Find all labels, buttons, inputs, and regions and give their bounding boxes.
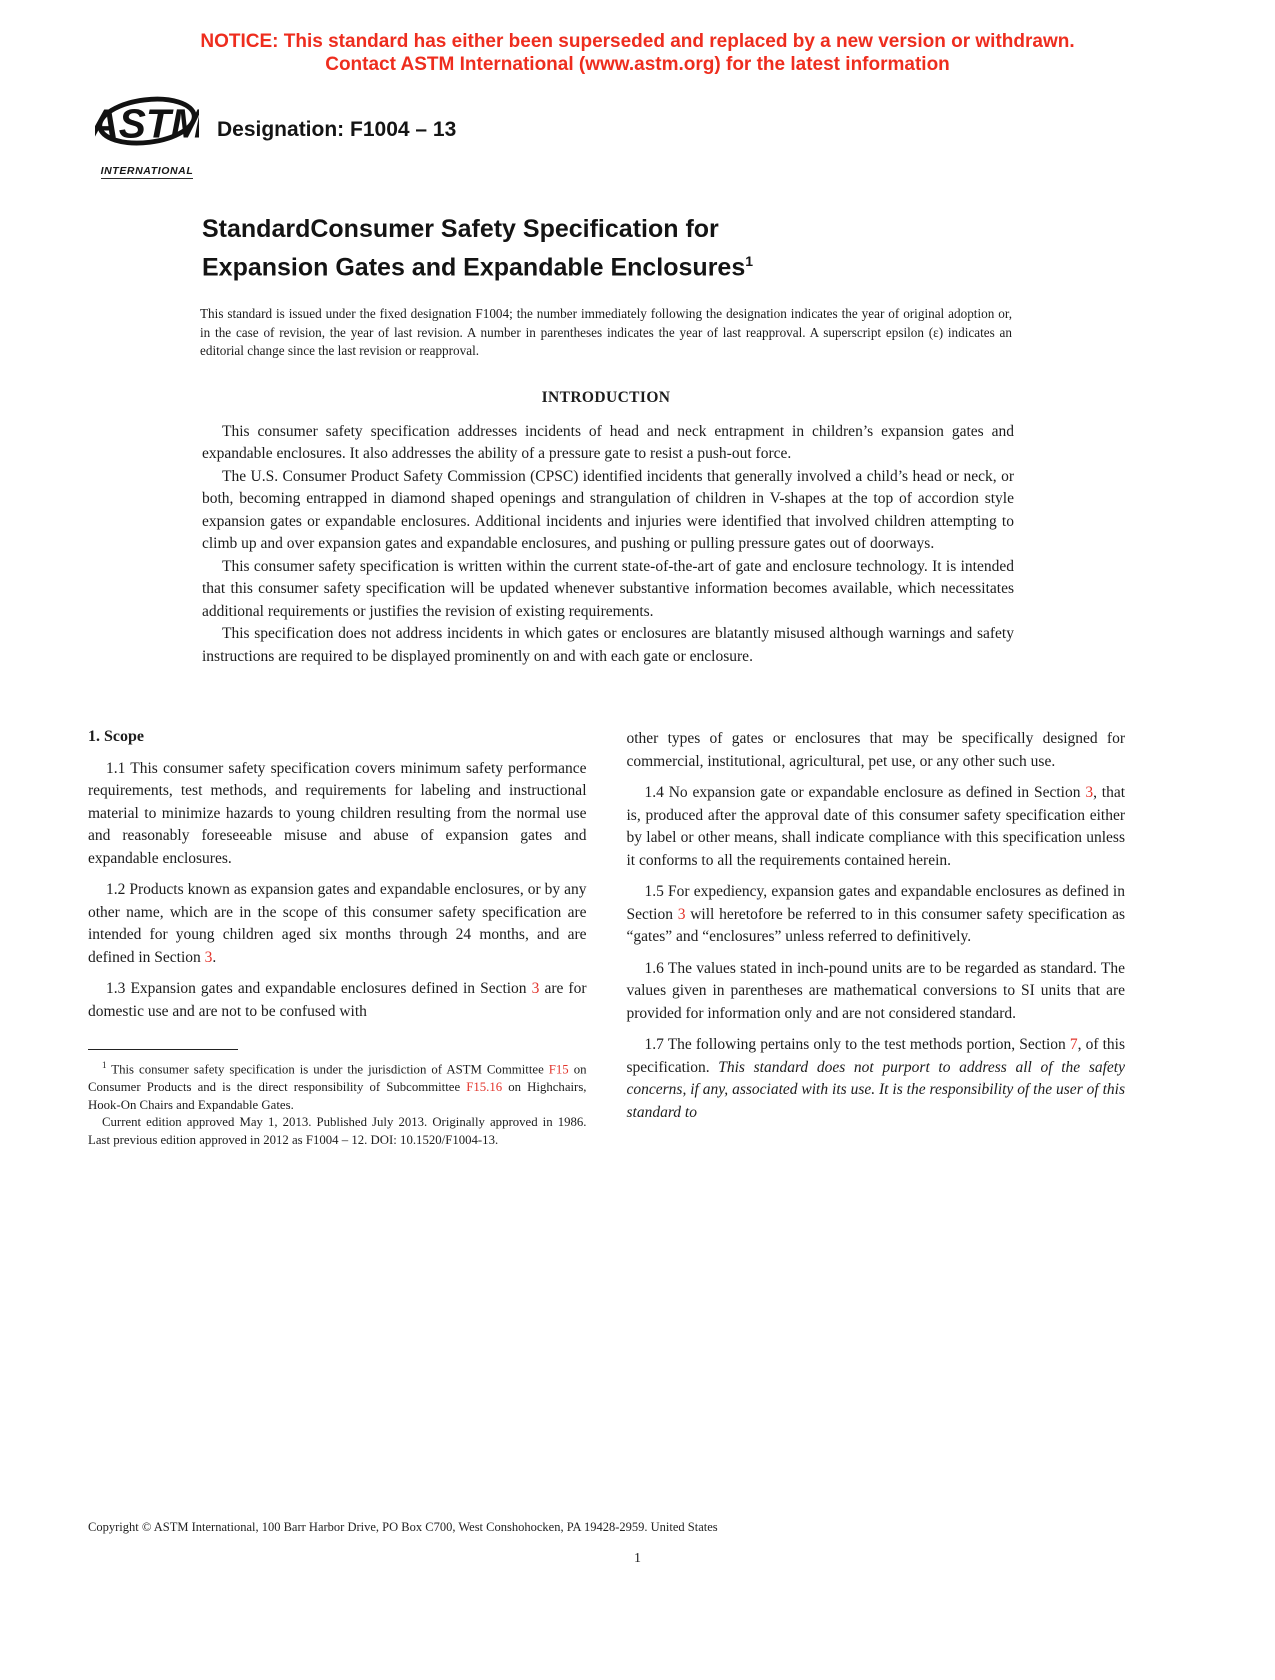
notice-line-2: Contact ASTM International (www.astm.org) for the latest information <box>325 54 950 75</box>
astm-logo-subtext: INTERNATIONAL <box>100 165 194 177</box>
notice-line-1: NOTICE: This standard has either been superseded and replaced by a new version or withdrawn. <box>200 31 1075 52</box>
title-line-1: StandardConsumer Safety Specification for <box>202 215 719 243</box>
paragraph-1-1: 1.1 This consumer safety specification covers minimum safety performance requirements, test methods, and requirements for labeling and instructional material to minimize hazards to young children resulting from the normal use and reasonably foreseeable misuse and abuse of expansion gates and expandable enclosures. <box>88 759 587 867</box>
paragraph-1-3 <box>88 978 587 1023</box>
left-column <box>88 726 587 1149</box>
paragraph-1-4 <box>627 782 1126 872</box>
footnote-rule <box>88 1049 238 1050</box>
introduction-paragraph: This specification does not address incidents in which gates or enclosures are blatantly misused although warnings and safety instructions are required to be displayed prominently on and with each gate or enclosure. <box>202 625 1014 665</box>
footnote-1 <box>88 1057 587 1114</box>
introduction-paragraph: The U.S. Consumer Product Safety Commission (CPSC) identified incidents that generally involved a child’s head or neck, or both, becoming entrapped in diamond shaped openings and strangulation of children in V-shapes at the top of accordion style expansion gates or expandable enclosures. Additional incidents and injuries were identified that involved children attempting to climb up and over expansion gates and expandable enclosures, and pushing or pulling pressure gates out of doorways. <box>202 467 1014 553</box>
paragraph-1-5 <box>627 881 1126 949</box>
paragraph-1-2 <box>88 879 587 969</box>
astm-logo <box>95 92 199 179</box>
paragraph-1-2-text: 1.2 Products known as expansion gates and expandable enclosures, or by any other name, which are in the scope of this consumer safety specification are intended for young children aged six months through 24 months, and are defined in Section <box>88 881 587 966</box>
link-section-7[interactable]: 7 <box>1069 1036 1078 1054</box>
paragraph-1-2-tail: . <box>212 948 217 966</box>
paragraph-1-7-mid: , of this specification. <box>626 1036 1125 1076</box>
link-section-3[interactable]: 3 <box>531 980 540 998</box>
paragraph-1-6: 1.6 The values stated in inch-pound units are to be regarded as standard. The values given in parentheses are mathematical conversions to SI units that are provided for information only and are not considered standard. <box>626 959 1125 1022</box>
footnote-block <box>88 1049 587 1149</box>
paragraph-1-5-tail: will heretofore be referred to in this consumer safety specification as “gates” and “enclosures” unless referred to definitively. <box>626 905 1125 946</box>
footnote-marker: 1 <box>102 1060 107 1071</box>
page-number: 1 <box>634 1551 641 1566</box>
introduction-heading: INTRODUCTION <box>541 388 671 406</box>
link-subcommittee-f15-16[interactable]: F15.16 <box>466 1080 503 1095</box>
link-committee-f15[interactable]: F15 <box>548 1062 569 1077</box>
astm-logo-mark <box>95 92 199 156</box>
astm-logo-text: ASTM <box>95 100 199 147</box>
footnote-edition: Current edition approved May 1, 2013. Published July 2013. Originally approved in 1986. Last previous edition approved in 2012 as F1004 – 12. DOI: 10.1520/F1004-13. <box>88 1115 587 1147</box>
title-line-2: Expansion Gates and Expandable Enclosures <box>202 253 746 282</box>
paragraph-1-3-continuation: other types of gates or enclosures that may be specifically designed for commercial, institutional, agricultural, pet use, or any other such use. <box>626 730 1125 770</box>
paragraph-1-7-caveat: This standard does not purport to address all of the safety concerns, if any, associated with its use. It is the responsibility of the user of this standard to <box>626 1058 1125 1121</box>
supersession-notice <box>0 30 1275 76</box>
paragraph-1-4-text: 1.4 No expansion gate or expandable enclosure as defined in Section <box>644 784 1086 802</box>
scope-heading: 1. Scope <box>88 728 144 746</box>
paragraph-1-3-text: 1.3 Expansion gates and expandable enclosures defined in Section <box>106 980 532 998</box>
introduction-paragraph: This consumer safety specification addresses incidents of head and neck entrapment in children’s expansion gates and expandable enclosures. It also addresses the ability of a pressure gate to resist a push-out force. <box>202 422 1014 463</box>
link-section-3[interactable]: 3 <box>1085 784 1094 802</box>
designation: Designation: F1004 – 13 <box>217 118 457 141</box>
paragraph-1-7-text: 1.7 The following pertains only to the test methods portion, Section <box>644 1036 1070 1054</box>
link-section-3[interactable]: 3 <box>677 905 686 923</box>
paragraph-1-3-tail: are for domestic use and are not to be confused with <box>88 980 587 1020</box>
link-section-3[interactable]: 3 <box>204 948 213 966</box>
paragraph-1-5-text: 1.5 For expediency, expansion gates and expandable enclosures as defined in Section <box>626 883 1125 923</box>
page-footer <box>88 1520 1187 1567</box>
paragraph-1-7 <box>627 1034 1126 1124</box>
document-title <box>202 213 1032 283</box>
issuing-statement: This standard is issued under the fixed designation F1004; the number immediately following the designation indicates the year of original adoption or, in the case of revision, the year of last revision. A number in parentheses indicates the year of last reapproval. A superscript epsilon (ε) indicates an editorial change since the last revision or reapproval. <box>200 306 1012 359</box>
scope-section <box>88 726 1125 1149</box>
masthead <box>95 92 1275 179</box>
footnote-1-text-a: This consumer safety specification is under the jurisdiction of ASTM Committee <box>106 1062 549 1077</box>
copyright-line: Copyright © ASTM International, 100 Barr Harbor Drive, PO Box C700, West Conshohocken, PA 19428-2959. United States <box>88 1520 718 1534</box>
paragraph-1-4-tail: , that is, produced after the approval date of this consumer safety specification either by label or other means, shall indicate compliance with this specification unless it conforms to all the requirements contained herein. <box>626 784 1125 869</box>
right-column <box>627 726 1126 1149</box>
footnote-1-text-c: on Highchairs, Hook-On Chairs and Expandable Gates. <box>88 1080 587 1112</box>
footnote-1-text-b: on Consumer Products and is the direct responsibility of Subcommittee <box>88 1062 587 1095</box>
title-footnote-ref: 1 <box>745 253 754 269</box>
introduction-paragraph: This consumer safety specification is written within the current state-of-the-art of gate and enclosure technology. It is intended that this consumer safety specification will be updated whenever substantive information becomes available, which necessitates additional requirements or justifies the revision of existing requirements. <box>202 557 1014 620</box>
document-page <box>0 30 1275 1680</box>
introduction-section <box>202 421 1014 669</box>
